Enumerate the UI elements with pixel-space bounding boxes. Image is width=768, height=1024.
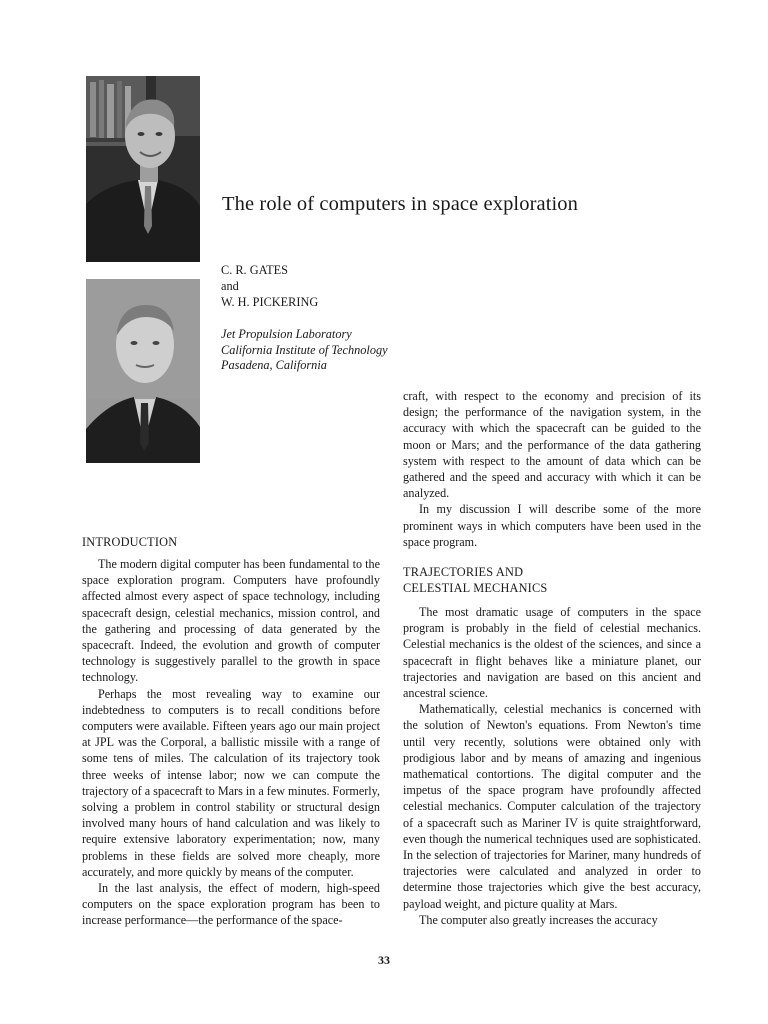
author-photo-pickering [86, 279, 200, 463]
affiliation-institute: California Institute of Technology [221, 342, 388, 357]
author-name-first: C. R. GATES [221, 263, 288, 277]
section-heading-line: CELESTIAL MECHANICS [403, 581, 548, 595]
author-conjunction: and [221, 279, 239, 293]
right-column-trajectories [403, 604, 701, 928]
affiliation-location: Pasadena, California [221, 358, 327, 372]
paragraph: Mathematically, celestial mechanics is concerned with the solution of Newton's equations. From Newton's time until very recently, solutions were obtained only with prodigious labor and by means of amazing and ingenious mathematical contortions. The digital computer and the impetus of the space program have profoundly affected celestial mechanics. Computer calculation of the trajectory of a spacecraft such as Mariner IV is quite straightforward, even though the numerical techniques used are sophisticated. In the selection of trajectories for Mariner, many hundreds of trajectories were calculated and analyzed in order to determine those trajectories which give the best accuracy, payload weight, and picture quality at Mars. [403, 702, 701, 911]
section-heading-introduction: INTRODUCTION [82, 535, 178, 549]
paragraph: In the last analysis, the effect of modern, high-speed computers on the space exploration program has been to increase performance—the performance of the space- [82, 881, 380, 928]
author-name-second: W. H. PICKERING [221, 295, 319, 309]
paragraph: In my discussion I will describe some of the more prominent ways in which computers have been used in the space program. [403, 502, 701, 549]
portrait-image [86, 76, 200, 262]
article-title: The role of computers in space exploration [222, 193, 578, 215]
page-number: 33 [378, 953, 390, 967]
affiliation-lab: Jet Propulsion Laboratory [221, 327, 352, 341]
paragraph: Perhaps the most revealing way to examine our indebtedness to computers is to recall conditions before computers were available. Fifteen years ago our main project at JPL was the Corporal, a ballistic missile with a range of some tens of miles. The calculation of its trajectory took three weeks of intense labor; now we can compute the trajectory of a spacecraft to Mars in a few minutes. Formerly, solving a problem in control stability or structural design involved many hours of hand calculation and was likely to require extensive laboratory experimentation; now, many problems in these fields are solved more cheaply, more accurately, and more quickly by means of the computer. [82, 686, 380, 879]
paragraph: The computer also greatly increases the accuracy [419, 912, 658, 927]
author-affiliation [221, 327, 388, 374]
section-heading-line: TRAJECTORIES AND [403, 565, 524, 579]
paragraph: The modern digital computer has been fundamental to the space exploration program. Computers have profoundly affected almost every aspect of space technology, including spacecraft design, celestial mechanics, mission control, and the gathering and processing of data generated by the spacecraft. Indeed, the evolution and growth of computer technology is suggestively parallel to the growth in space technology. [82, 557, 380, 685]
section-heading-trajectories [403, 564, 547, 596]
right-column [403, 388, 701, 550]
paragraph: craft, with respect to the economy and precision of its design; the performance of the navigation system, in the accuracy with which the spacecraft can be guided to the moon or Mars; and the performance of the data gathering system with respect to the amount of data which can be gathered and the speed and accuracy with which it can be analyzed. [403, 389, 701, 501]
author-list [221, 262, 318, 310]
author-photo-gates [86, 76, 200, 262]
portrait-image [86, 279, 200, 463]
paragraph: The most dramatic usage of computers in the space program is probably in the field of celestial mechanics. Celestial mechanics is the oldest of the sciences, and since a spacecraft in flight behaves like a miniature planet, our trajectories and navigation are based on this ancient and ancestral science. [403, 605, 701, 701]
left-column [82, 556, 380, 929]
